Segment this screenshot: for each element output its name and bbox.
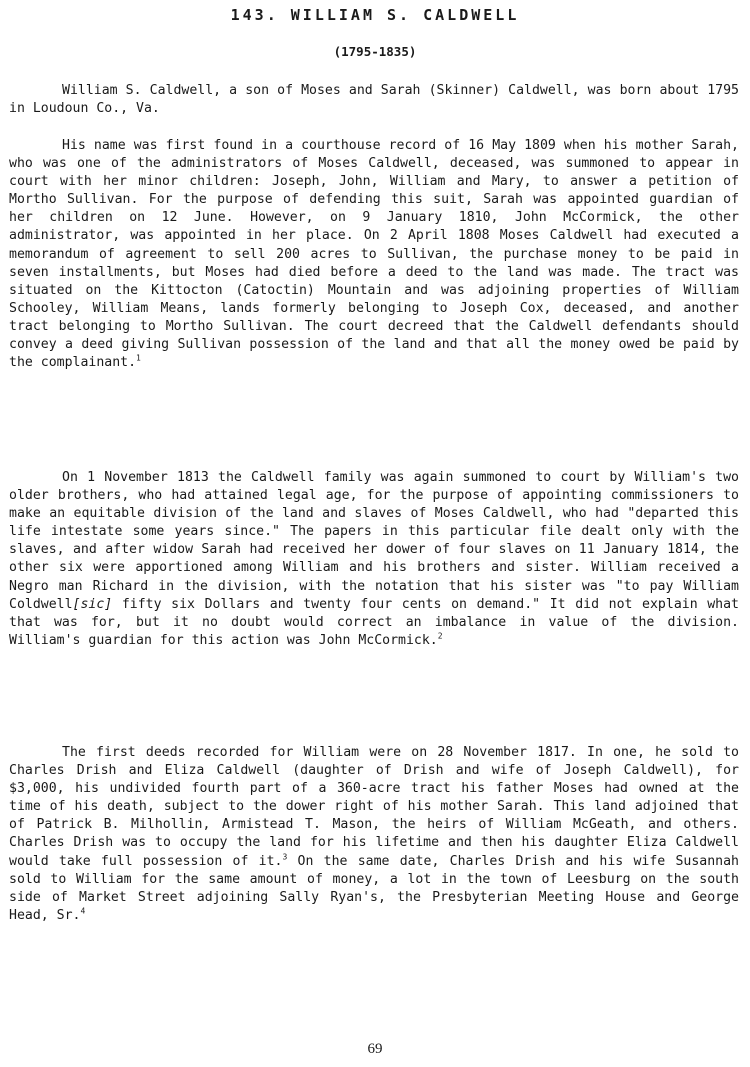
paragraph-3 <box>9 469 739 650</box>
paragraph-3-text-a: On 1 November 1813 the Caldwell family was again summoned to court by William's two older brothers, who had attained legal age, for the purpose of appointing commissioners to make an equitable division of the land and slaves of Moses Caldwell, who had "departed this life intestate some years since." The papers in this particular file dealt only with the slaves, and after widow Sarah had received her dower of four slaves on 11 January 1814, the other six were apportioned among William and his brothers and sister. William received a Negro man Richard in the division, with the notation that his sister was "to pay William Coldwell <box>9 470 739 612</box>
paragraph-2 <box>9 137 739 372</box>
paragraph-3-text-b: fifty six Dollars and twenty four cents on demand." It did not explain what that was for, but it no doubt would correct an imbalance in value of the division. William's guardian for this action was John McCormick. <box>9 596 739 648</box>
footnote-marker-2: 2 <box>437 631 443 641</box>
paragraph-1 <box>9 82 739 118</box>
footnote-marker-1: 1 <box>136 353 141 363</box>
sic-annotation: [sic] <box>72 596 113 612</box>
page-number: 69 <box>367 1041 383 1057</box>
paragraph-4 <box>9 744 739 925</box>
paragraph-4-text-b: On the same date, Charles Drish and his wife Susannah sold to William for the same amount of money, a lot in the town of Leesburg on the south side of Market Street adjoining Sally Ryan's, the Presbyterian Meeting House and George Head, Sr. <box>9 853 739 923</box>
life-dates: (1795-1835) <box>333 44 417 59</box>
paragraph-4-text-a: The first deeds recorded for William were on 28 November 1817. In one, he sold to Charles Drish and Eliza Caldwell (daughter of Drish and wife of Joseph Caldwell), for $3,000, his undivided fourth part of a 360-acre tract his father Moses had owned at the time of his death, subject to the dower right of his mother Sarah. This land adjoined that of Patrick B. Milhollin, Armistead T. Mason, the heirs of William McGeath, and others. Charles Drish was to occupy the land for his lifetime and then his daughter Eliza Caldwell would take full possession of it. <box>9 745 739 869</box>
footnote-marker-3: 3 <box>282 852 288 862</box>
footnote-marker-4: 4 <box>80 906 86 916</box>
paragraph-2-text: His name was first found in a courthouse record of 16 May 1809 when his mother Sarah, who was one of the administrators of Moses Caldwell, deceased, was summoned to appear in court with her minor children: Joseph, John, William and Mary, to answer a petition of Mortho Sullivan. For the purpose of defending this suit, Sarah was appointed guardian of her children on 12 June. However, on 9 January 1810, John McCormick, the other administrator, was appointed in her place. On 2 April 1808 Moses Caldwell had executed a memorandum of agreement to sell 200 acres to Sullivan, the purchase money to be paid in seven installments, but Moses had died before a deed to the land was made. The tract was situated on the Kittocton (Catoctin) Mountain and was adjoining properties of William Schooley, William Means, lands formerly belonging to Joseph Cox, deceased, and another tract belonging to Mortho Sullivan. The court decreed that the Caldwell defendants should convey a deed giving Sullivan possession of the land and that all the money owed be paid by the complainant. <box>9 138 739 371</box>
paragraph-1-text: William S. Caldwell, a son of Moses and Sarah (Skinner) Caldwell, was born about 1795 in Loudoun Co., Va. <box>9 83 739 117</box>
page-title: 143. WILLIAM S. CALDWELL <box>230 6 520 24</box>
